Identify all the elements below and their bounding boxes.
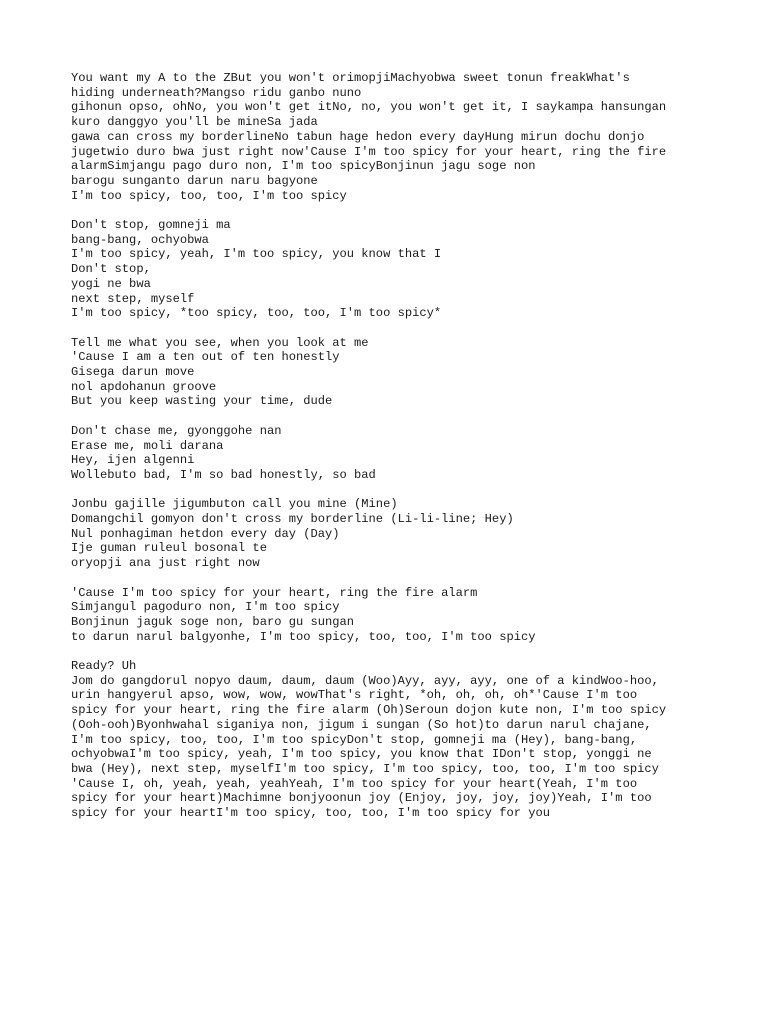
lyrics-paragraph-5: Jonbu gajille jigumbuton call you mine (Mine) Domangchil gomyon don't cross my borderline (Li-li-line; Hey) Nul ponhagiman hetdon every day (Day) Ije guman ruleul bosonal te oryopji ana just right now <box>71 497 514 571</box>
lyrics-paragraph-1: You want my A to the ZBut you won't orimopjiMachyobwa sweet tonun freakWhat's hiding underneath?Mangso ridu ganbo nuno gihonun opso, ohNo, you won't get itNo, no, you won't get it, I saykampa hansungan kuro danggyo you'll be mineSa jada gawa can cross my borderlineNo tabun hage hedon every dayHung mirun dochu donjo jugetwio duro bwa just right now'Cause I'm too spicy for your heart, ring the fire alarmSimjangu pago duro non, I'm too spicyBonjinun jagu soge non barogu sunganto darun naru bagyone I'm too spicy, too, too, I'm too spicy <box>71 71 667 203</box>
lyrics-paragraph-7: Ready? Uh Jom do gangdorul nopyo daum, daum, daum (Woo)Ayy, ayy, ayy, one of a kindWoo-hoo, urin hangyerul apso, wow, wow, wowThat's right, *oh, oh, oh, oh*'Cause I'm too spicy for your heart, ring the fire alarm (Oh)Seroun dojon kute non, I'm too spicy (Ooh-ooh)Byonhwahal siganiya non, jigum i sungan (So hot)to darun narul chajane, I'm too spicy, too, too, I'm too spicyDon't stop, gomneji ma (Hey), bang-bang, ochyobwaI'm too spicy, yeah, I'm too spicy, you know that IDon't stop, yonggi ne bwa (Hey), next step, myselfI'm too spicy, I'm too spicy, too, too, I'm too spicy 'Cause I, oh, yeah, yeah, yeahYeah, I'm too spicy for your heart(Yeah, I'm too spicy for your heart)Machimne bonjyoonun joy (Enjoy, joy, joy, joy)Yeah, I'm too spicy for your heartI'm too spicy, too, too, I'm too spicy for you <box>71 659 667 821</box>
lyrics-paragraph-4: Don't chase me, gyonggohe nan Erase me, moli darana Hey, ijen algenni Wollebuto bad, I'm so bad honestly, so bad <box>71 423 376 482</box>
lyrics-document <box>71 71 711 835</box>
lyrics-paragraph-3: Tell me what you see, when you look at me 'Cause I am a ten out of ten honestly Gisega darun move nol apdohanun groove But you keep wasting your time, dude <box>71 335 369 409</box>
lyrics-paragraph-2: Don't stop, gomneji ma bang-bang, ochyobwa I'm too spicy, yeah, I'm too spicy, you know that I Don't stop, yogi ne bwa next step, myself I'm too spicy, *too spicy, too, too, I'm too spicy* <box>71 218 442 321</box>
lyrics-paragraph-6: 'Cause I'm too spicy for your heart, ring the fire alarm Simjangul pagoduro non, I'm too spicy Bonjinun jaguk soge non, baro gu sungan to darun narul balgyonhe, I'm too spicy, too, too, I'm too spicy <box>71 585 536 644</box>
